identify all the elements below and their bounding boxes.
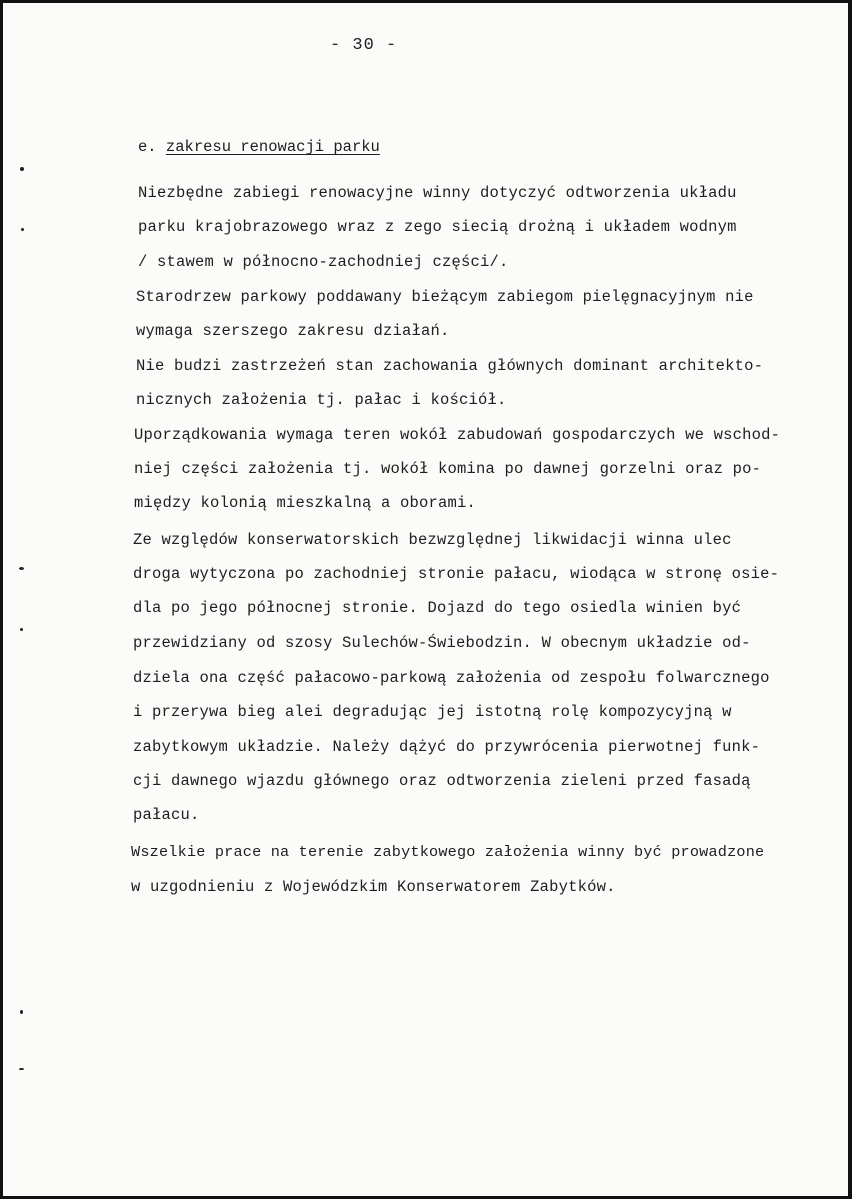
- scan-speck: [20, 628, 23, 631]
- text-line: Wszelkie prace na terenie zabytkowego założenia winny być prowadzone: [131, 843, 765, 861]
- text-line: przewidziany od szosy Sulechów-Świebodzin. W obecnym układzie od-: [133, 634, 751, 652]
- section-heading-prefix: e.: [138, 138, 157, 156]
- text-line: nicznych założenia tj. pałac i kościół.: [136, 391, 507, 409]
- page-number: - 30 -: [330, 36, 398, 55]
- text-line: parku krajobrazowego wraz z zego siecią drożną i układem wodnym: [138, 218, 737, 236]
- text-line: cji dawnego wjazdu głównego oraz odtworzenia zieleni przed fasadą: [133, 772, 751, 790]
- text-line: Starodrzew parkowy poddawany bieżącym zabiegom pielęgnacyjnym nie: [136, 288, 754, 306]
- scan-speck: [20, 167, 24, 171]
- section-heading: [138, 138, 380, 156]
- scan-speck: [19, 1068, 24, 1070]
- scan-speck: [19, 567, 24, 570]
- text-line: w uzgodnieniu z Wojewódzkim Konserwatorem Zabytków.: [131, 878, 616, 896]
- scan-border-left: [0, 0, 3, 1199]
- text-line: Nie budzi zastrzeżeń stan zachowania głównych dominant architekto-: [136, 357, 764, 375]
- text-line: między kolonią mieszkalną a oborami.: [134, 494, 477, 512]
- text-line: dziela ona część pałacowo-parkową założenia od zespołu folwarcznego: [133, 669, 770, 687]
- text-line: Ze względów konserwatorskich bezwzględnej likwidacji winna ulec: [133, 531, 732, 549]
- text-line: pałacu.: [133, 806, 200, 824]
- text-line: i przerywa bieg alei degradując jej istotną rolę kompozycyjną w: [133, 703, 732, 721]
- text-line: niej części założenia tj. wokół komina po dawnej gorzelni oraz po-: [134, 460, 762, 478]
- text-line: zabytkowym układzie. Należy dążyć do przywrócenia pierwotnej funk-: [133, 738, 761, 756]
- scan-border-right: [848, 0, 852, 1199]
- text-line: Uporządkowania wymaga teren wokół zabudowań gospodarczych we wschod-: [134, 426, 781, 444]
- scan-speck: [20, 1010, 23, 1014]
- text-line: dla po jego północnej stronie. Dojazd do tego osiedla winien być: [133, 599, 742, 617]
- text-line: / stawem w północno-zachodniej części/.: [138, 253, 509, 271]
- text-line: droga wytyczona po zachodniej stronie pałacu, wiodąca w stronę osie-: [133, 565, 780, 583]
- scan-speck: [21, 228, 24, 231]
- text-line: Niezbędne zabiegi renowacyjne winny dotyczyć odtworzenia układu: [138, 184, 737, 202]
- text-line: wymaga szerszego zakresu działań.: [136, 322, 450, 340]
- scan-border-top: [0, 0, 852, 3]
- section-heading-title: zakresu renowacji parku: [165, 138, 380, 156]
